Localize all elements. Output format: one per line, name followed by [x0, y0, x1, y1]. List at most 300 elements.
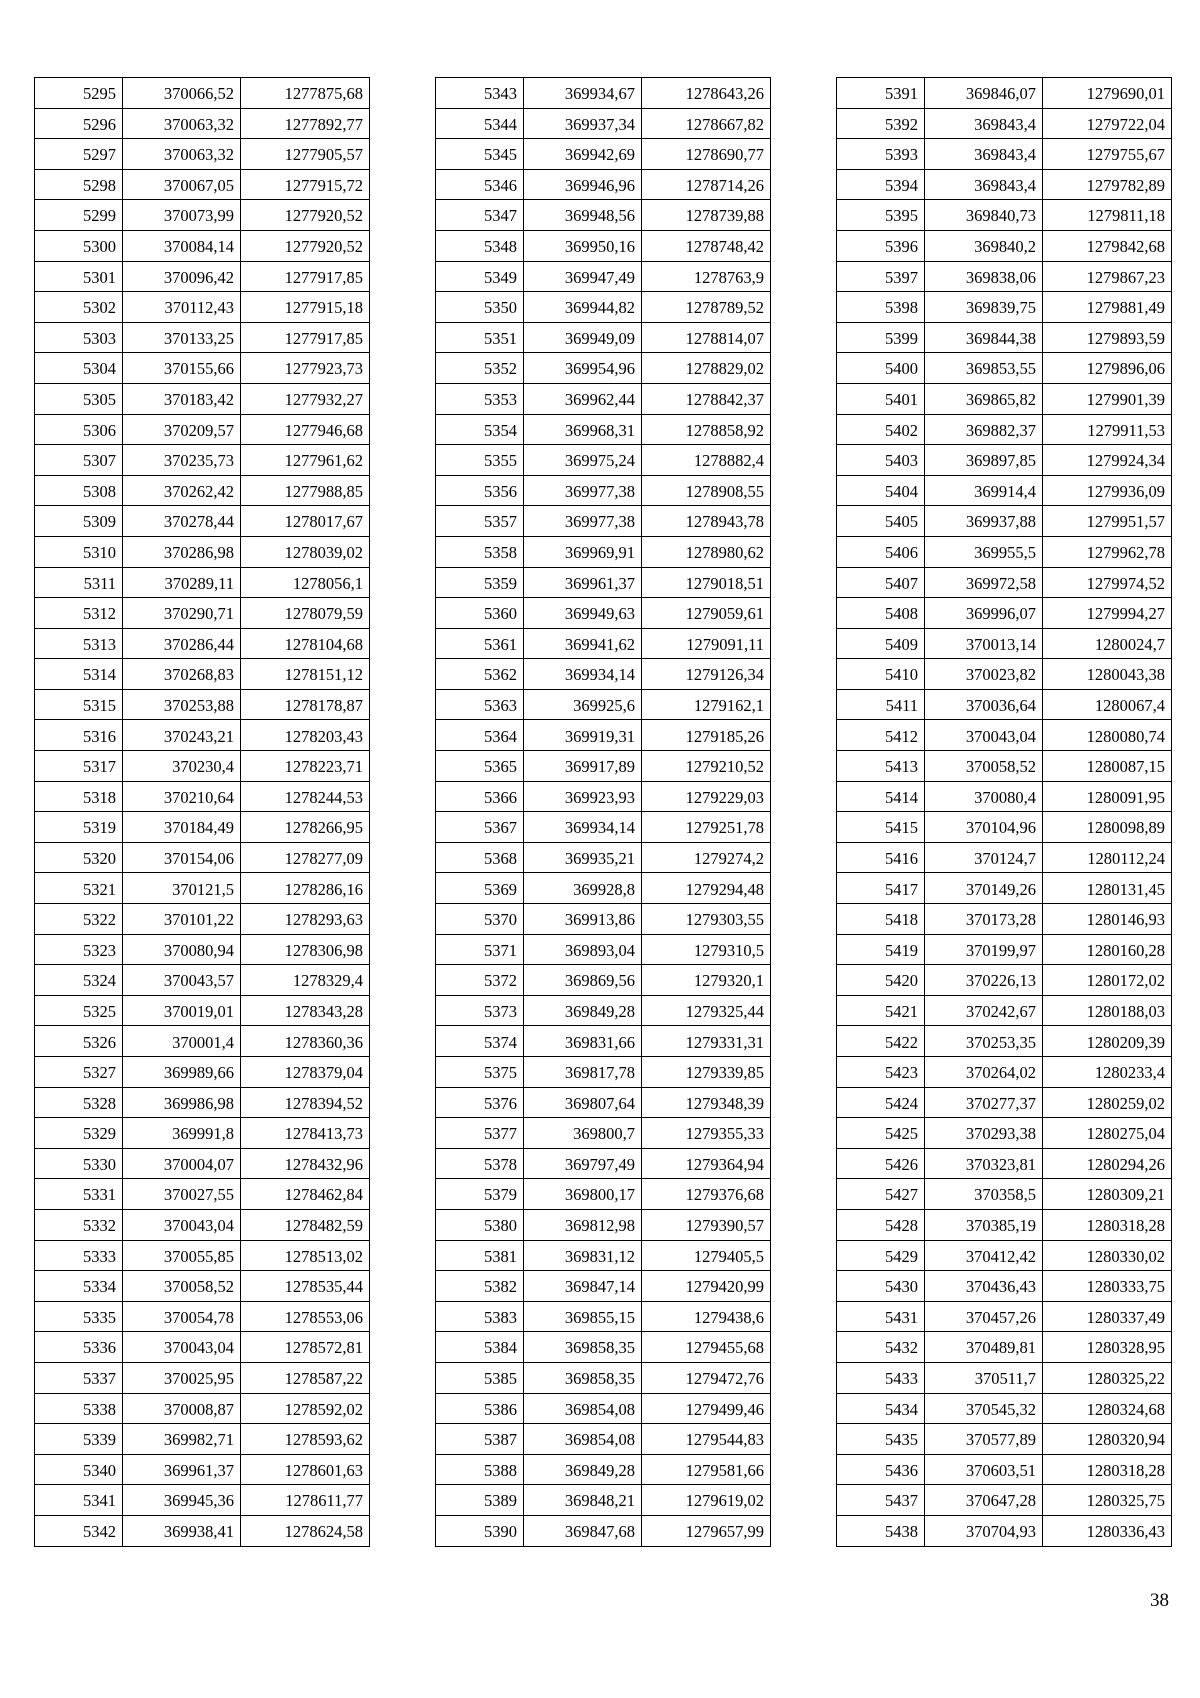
- x-coordinate-cell: 370278,44: [123, 506, 241, 537]
- point-number-cell: 5404: [837, 475, 925, 506]
- point-number-cell: 5342: [35, 1515, 123, 1546]
- y-coordinate-cell: 1278714,26: [642, 169, 771, 200]
- x-coordinate-cell: 369946,96: [524, 169, 642, 200]
- y-coordinate-cell: 1278572,81: [241, 1332, 370, 1363]
- table-row: [35, 1332, 370, 1363]
- y-coordinate-cell: 1277932,27: [241, 383, 370, 414]
- y-coordinate-cell: 1278748,42: [642, 230, 771, 261]
- table-row: [35, 1301, 370, 1332]
- y-coordinate-cell: 1278739,88: [642, 200, 771, 231]
- y-coordinate-cell: 1279936,09: [1043, 475, 1172, 506]
- table-row: [436, 1454, 771, 1485]
- point-number-cell: 5339: [35, 1424, 123, 1455]
- table-row: [35, 353, 370, 384]
- table-row: [436, 475, 771, 506]
- y-coordinate-cell: 1280328,95: [1043, 1332, 1172, 1363]
- x-coordinate-cell: 370043,04: [123, 1332, 241, 1363]
- point-number-cell: 5352: [436, 353, 524, 384]
- x-coordinate-cell: 369989,66: [123, 1057, 241, 1088]
- y-coordinate-cell: 1278667,82: [642, 108, 771, 139]
- x-coordinate-cell: 369947,49: [524, 261, 642, 292]
- table-row: [436, 1485, 771, 1516]
- point-number-cell: 5428: [837, 1209, 925, 1240]
- point-number-cell: 5373: [436, 995, 524, 1026]
- x-coordinate-cell: 369858,35: [524, 1362, 642, 1393]
- x-coordinate-cell: 369962,44: [524, 383, 642, 414]
- table-row: [35, 445, 370, 476]
- table-row: [837, 1332, 1172, 1363]
- table-row: [837, 1209, 1172, 1240]
- table-row: [436, 445, 771, 476]
- x-coordinate-cell: 369844,38: [925, 322, 1043, 353]
- x-coordinate-cell: 370209,57: [123, 414, 241, 445]
- point-number-cell: 5334: [35, 1271, 123, 1302]
- y-coordinate-cell: 1279782,89: [1043, 169, 1172, 200]
- table-row: [436, 904, 771, 935]
- point-number-cell: 5344: [436, 108, 524, 139]
- y-coordinate-cell: 1279755,67: [1043, 139, 1172, 170]
- table-row: [436, 139, 771, 170]
- table-row: [35, 1271, 370, 1302]
- table-row: [35, 781, 370, 812]
- y-coordinate-cell: 1279320,1: [642, 965, 771, 996]
- y-coordinate-cell: 1279811,18: [1043, 200, 1172, 231]
- point-number-cell: 5405: [837, 506, 925, 537]
- table-row: [837, 781, 1172, 812]
- x-coordinate-cell: 370210,64: [123, 781, 241, 812]
- point-number-cell: 5378: [436, 1148, 524, 1179]
- table-row: [837, 383, 1172, 414]
- x-coordinate-cell: 370235,73: [123, 445, 241, 476]
- point-number-cell: 5349: [436, 261, 524, 292]
- x-coordinate-cell: 369843,4: [925, 139, 1043, 170]
- point-number-cell: 5360: [436, 598, 524, 629]
- y-coordinate-cell: 1279951,57: [1043, 506, 1172, 537]
- point-number-cell: 5390: [436, 1515, 524, 1546]
- table-row: [436, 659, 771, 690]
- point-number-cell: 5350: [436, 292, 524, 323]
- x-coordinate-cell: 370277,37: [925, 1087, 1043, 1118]
- y-coordinate-cell: 1278286,16: [241, 873, 370, 904]
- x-coordinate-cell: 369849,28: [524, 1454, 642, 1485]
- table-row: [837, 1271, 1172, 1302]
- x-coordinate-cell: 369975,24: [524, 445, 642, 476]
- x-coordinate-cell: 370243,21: [123, 720, 241, 751]
- x-coordinate-cell: 370293,38: [925, 1118, 1043, 1149]
- x-coordinate-cell: 369949,63: [524, 598, 642, 629]
- point-number-cell: 5416: [837, 842, 925, 873]
- x-coordinate-cell: 369948,56: [524, 200, 642, 231]
- point-number-cell: 5438: [837, 1515, 925, 1546]
- point-number-cell: 5315: [35, 689, 123, 720]
- table-row: [837, 1026, 1172, 1057]
- y-coordinate-cell: 1279210,52: [642, 751, 771, 782]
- point-number-cell: 5382: [436, 1271, 524, 1302]
- table-row: [837, 108, 1172, 139]
- point-number-cell: 5399: [837, 322, 925, 353]
- y-coordinate-cell: 1278882,4: [642, 445, 771, 476]
- table-row: [35, 965, 370, 996]
- y-coordinate-cell: 1278203,43: [241, 720, 370, 751]
- y-coordinate-cell: 1279657,99: [642, 1515, 771, 1546]
- y-coordinate-cell: 1278306,98: [241, 934, 370, 965]
- y-coordinate-cell: 1280043,38: [1043, 659, 1172, 690]
- table-row: [837, 78, 1172, 109]
- point-number-cell: 5395: [837, 200, 925, 231]
- y-coordinate-cell: 1278535,44: [241, 1271, 370, 1302]
- x-coordinate-cell: 370063,32: [123, 108, 241, 139]
- x-coordinate-cell: 369838,06: [925, 261, 1043, 292]
- x-coordinate-cell: 369839,75: [925, 292, 1043, 323]
- y-coordinate-cell: 1279994,27: [1043, 598, 1172, 629]
- table-row: [436, 567, 771, 598]
- table-row: [436, 292, 771, 323]
- table-row: [837, 1087, 1172, 1118]
- x-coordinate-cell: 369846,07: [925, 78, 1043, 109]
- table-row: [436, 873, 771, 904]
- y-coordinate-cell: 1278829,02: [642, 353, 771, 384]
- point-number-cell: 5320: [35, 842, 123, 873]
- y-coordinate-cell: 1277923,73: [241, 353, 370, 384]
- y-coordinate-cell: 1277875,68: [241, 78, 370, 109]
- x-coordinate-cell: 370412,42: [925, 1240, 1043, 1271]
- table-row: [35, 169, 370, 200]
- table-row: [35, 1424, 370, 1455]
- table-row: [837, 567, 1172, 598]
- point-number-cell: 5327: [35, 1057, 123, 1088]
- point-number-cell: 5434: [837, 1393, 925, 1424]
- point-number-cell: 5380: [436, 1209, 524, 1240]
- table-row: [35, 414, 370, 445]
- point-number-cell: 5402: [837, 414, 925, 445]
- table-row: [436, 1026, 771, 1057]
- point-number-cell: 5319: [35, 812, 123, 843]
- y-coordinate-cell: 1279376,68: [642, 1179, 771, 1210]
- x-coordinate-cell: 370112,43: [123, 292, 241, 323]
- x-coordinate-cell: 370004,07: [123, 1148, 241, 1179]
- y-coordinate-cell: 1278394,52: [241, 1087, 370, 1118]
- point-number-cell: 5361: [436, 628, 524, 659]
- table-row: [436, 1057, 771, 1088]
- table-row: [837, 353, 1172, 384]
- y-coordinate-cell: 1279162,1: [642, 689, 771, 720]
- point-number-cell: 5372: [436, 965, 524, 996]
- y-coordinate-cell: 1279896,06: [1043, 353, 1172, 384]
- point-number-cell: 5389: [436, 1485, 524, 1516]
- y-coordinate-cell: 1279455,68: [642, 1332, 771, 1363]
- table-row: [35, 1240, 370, 1271]
- point-number-cell: 5301: [35, 261, 123, 292]
- table-row: [35, 720, 370, 751]
- point-number-cell: 5351: [436, 322, 524, 353]
- y-coordinate-cell: 1278789,52: [642, 292, 771, 323]
- table-row: [837, 598, 1172, 629]
- x-coordinate-cell: 370149,26: [925, 873, 1043, 904]
- point-number-cell: 5332: [35, 1209, 123, 1240]
- table-row: [436, 1332, 771, 1363]
- x-coordinate-cell: 369977,38: [524, 506, 642, 537]
- point-number-cell: 5392: [837, 108, 925, 139]
- point-number-cell: 5377: [436, 1118, 524, 1149]
- table-row: [35, 536, 370, 567]
- point-number-cell: 5362: [436, 659, 524, 690]
- y-coordinate-cell: 1278690,77: [642, 139, 771, 170]
- point-number-cell: 5418: [837, 904, 925, 935]
- x-coordinate-cell: 369950,16: [524, 230, 642, 261]
- table-row: [837, 904, 1172, 935]
- point-number-cell: 5427: [837, 1179, 925, 1210]
- x-coordinate-cell: 369977,38: [524, 475, 642, 506]
- table-row: [35, 1209, 370, 1240]
- x-coordinate-cell: 370358,5: [925, 1179, 1043, 1210]
- x-coordinate-cell: 369831,12: [524, 1240, 642, 1271]
- point-number-cell: 5325: [35, 995, 123, 1026]
- point-number-cell: 5341: [35, 1485, 123, 1516]
- x-coordinate-cell: 369853,55: [925, 353, 1043, 384]
- y-coordinate-cell: 1277988,85: [241, 475, 370, 506]
- x-coordinate-cell: 369812,98: [524, 1209, 642, 1240]
- table-row: [35, 1057, 370, 1088]
- point-number-cell: 5383: [436, 1301, 524, 1332]
- x-coordinate-cell: 369849,28: [524, 995, 642, 1026]
- point-number-cell: 5359: [436, 567, 524, 598]
- point-number-cell: 5299: [35, 200, 123, 231]
- point-number-cell: 5326: [35, 1026, 123, 1057]
- x-coordinate-cell: 369807,64: [524, 1087, 642, 1118]
- x-coordinate-cell: 369917,89: [524, 751, 642, 782]
- y-coordinate-cell: 1278293,63: [241, 904, 370, 935]
- point-number-cell: 5333: [35, 1240, 123, 1271]
- point-number-cell: 5357: [436, 506, 524, 537]
- y-coordinate-cell: 1279274,2: [642, 842, 771, 873]
- point-number-cell: 5345: [436, 139, 524, 170]
- point-number-cell: 5363: [436, 689, 524, 720]
- point-number-cell: 5368: [436, 842, 524, 873]
- point-number-cell: 5348: [436, 230, 524, 261]
- x-coordinate-cell: 369855,15: [524, 1301, 642, 1332]
- x-coordinate-cell: 369928,8: [524, 873, 642, 904]
- point-number-cell: 5432: [837, 1332, 925, 1363]
- x-coordinate-cell: 370262,42: [123, 475, 241, 506]
- y-coordinate-cell: 1278587,22: [241, 1362, 370, 1393]
- x-coordinate-cell: 369800,7: [524, 1118, 642, 1149]
- y-coordinate-cell: 1279619,02: [642, 1485, 771, 1516]
- table-row: [837, 842, 1172, 873]
- table-row: [35, 78, 370, 109]
- y-coordinate-cell: 1279881,49: [1043, 292, 1172, 323]
- table-row: [436, 812, 771, 843]
- table-row: [837, 689, 1172, 720]
- point-number-cell: 5436: [837, 1454, 925, 1485]
- y-coordinate-cell: 1280325,22: [1043, 1362, 1172, 1393]
- y-coordinate-cell: 1277961,62: [241, 445, 370, 476]
- y-coordinate-cell: 1278343,28: [241, 995, 370, 1026]
- y-coordinate-cell: 1278223,71: [241, 751, 370, 782]
- point-number-cell: 5425: [837, 1118, 925, 1149]
- y-coordinate-cell: 1277915,18: [241, 292, 370, 323]
- y-coordinate-cell: 1278592,02: [241, 1393, 370, 1424]
- x-coordinate-cell: 369897,85: [925, 445, 1043, 476]
- y-coordinate-cell: 1278379,04: [241, 1057, 370, 1088]
- point-number-cell: 5321: [35, 873, 123, 904]
- point-number-cell: 5353: [436, 383, 524, 414]
- y-coordinate-cell: 1279364,94: [642, 1148, 771, 1179]
- y-coordinate-cell: 1279303,55: [642, 904, 771, 935]
- table-row: [35, 567, 370, 598]
- table-row: [436, 1271, 771, 1302]
- x-coordinate-cell: 370457,26: [925, 1301, 1043, 1332]
- y-coordinate-cell: 1280087,15: [1043, 751, 1172, 782]
- y-coordinate-cell: 1277920,52: [241, 200, 370, 231]
- y-coordinate-cell: 1279974,52: [1043, 567, 1172, 598]
- x-coordinate-cell: 370001,4: [123, 1026, 241, 1057]
- y-coordinate-cell: 1277905,57: [241, 139, 370, 170]
- y-coordinate-cell: 1279842,68: [1043, 230, 1172, 261]
- table-row: [837, 934, 1172, 965]
- point-number-cell: 5379: [436, 1179, 524, 1210]
- table-row: [837, 1118, 1172, 1149]
- table-row: [35, 751, 370, 782]
- point-number-cell: 5346: [436, 169, 524, 200]
- table-row: [837, 873, 1172, 904]
- table-row: [35, 904, 370, 935]
- x-coordinate-cell: 370124,7: [925, 842, 1043, 873]
- point-number-cell: 5331: [35, 1179, 123, 1210]
- table-row: [837, 1362, 1172, 1393]
- x-coordinate-cell: 370286,44: [123, 628, 241, 659]
- point-number-cell: 5308: [35, 475, 123, 506]
- table-row: [837, 414, 1172, 445]
- table-row: [436, 781, 771, 812]
- table-row: [837, 1515, 1172, 1546]
- point-number-cell: 5338: [35, 1393, 123, 1424]
- x-coordinate-cell: 369991,8: [123, 1118, 241, 1149]
- y-coordinate-cell: 1279867,23: [1043, 261, 1172, 292]
- point-number-cell: 5406: [837, 536, 925, 567]
- point-number-cell: 5324: [35, 965, 123, 996]
- x-coordinate-cell: 370055,85: [123, 1240, 241, 1271]
- table-row: [436, 322, 771, 353]
- table-row: [35, 873, 370, 904]
- x-coordinate-cell: 369923,93: [524, 781, 642, 812]
- table-row: [436, 751, 771, 782]
- x-coordinate-cell: 369937,34: [524, 108, 642, 139]
- x-coordinate-cell: 370043,04: [123, 1209, 241, 1240]
- y-coordinate-cell: 1279499,46: [642, 1393, 771, 1424]
- table-row: [436, 1362, 771, 1393]
- point-number-cell: 5343: [436, 78, 524, 109]
- point-number-cell: 5354: [436, 414, 524, 445]
- table-row: [35, 261, 370, 292]
- table-row: [436, 720, 771, 751]
- x-coordinate-cell: 369869,56: [524, 965, 642, 996]
- table-row: [436, 169, 771, 200]
- x-coordinate-cell: 370080,94: [123, 934, 241, 965]
- y-coordinate-cell: 1278482,59: [241, 1209, 370, 1240]
- y-coordinate-cell: 1278513,02: [241, 1240, 370, 1271]
- table-row: [436, 965, 771, 996]
- table-row: [436, 598, 771, 629]
- y-coordinate-cell: 1279420,99: [642, 1271, 771, 1302]
- x-coordinate-cell: 370436,43: [925, 1271, 1043, 1302]
- table-row: [837, 1057, 1172, 1088]
- y-coordinate-cell: 1277920,52: [241, 230, 370, 261]
- y-coordinate-cell: 1280098,89: [1043, 812, 1172, 843]
- x-coordinate-cell: 370073,99: [123, 200, 241, 231]
- table-row: [436, 1424, 771, 1455]
- point-number-cell: 5433: [837, 1362, 925, 1393]
- y-coordinate-cell: 1280160,28: [1043, 934, 1172, 965]
- y-coordinate-cell: 1277892,77: [241, 108, 370, 139]
- table-row: [436, 934, 771, 965]
- table-row: [837, 200, 1172, 231]
- x-coordinate-cell: 370154,06: [123, 842, 241, 873]
- x-coordinate-cell: 370063,32: [123, 139, 241, 170]
- y-coordinate-cell: 1278601,63: [241, 1454, 370, 1485]
- y-coordinate-cell: 1278814,07: [642, 322, 771, 353]
- table-row: [35, 598, 370, 629]
- y-coordinate-cell: 1280309,21: [1043, 1179, 1172, 1210]
- x-coordinate-cell: 370058,52: [123, 1271, 241, 1302]
- point-number-cell: 5305: [35, 383, 123, 414]
- coordinates-table-2: [435, 77, 771, 1547]
- x-coordinate-cell: 370603,51: [925, 1454, 1043, 1485]
- point-number-cell: 5371: [436, 934, 524, 965]
- y-coordinate-cell: 1278908,55: [642, 475, 771, 506]
- y-coordinate-cell: 1278017,67: [241, 506, 370, 537]
- y-coordinate-cell: 1279893,59: [1043, 322, 1172, 353]
- y-coordinate-cell: 1279310,5: [642, 934, 771, 965]
- y-coordinate-cell: 1279348,39: [642, 1087, 771, 1118]
- y-coordinate-cell: 1278039,02: [241, 536, 370, 567]
- point-number-cell: 5410: [837, 659, 925, 690]
- y-coordinate-cell: 1278329,4: [241, 965, 370, 996]
- point-number-cell: 5366: [436, 781, 524, 812]
- x-coordinate-cell: 369847,68: [524, 1515, 642, 1546]
- point-number-cell: 5356: [436, 475, 524, 506]
- y-coordinate-cell: 1279962,78: [1043, 536, 1172, 567]
- x-coordinate-cell: 370043,04: [925, 720, 1043, 751]
- y-coordinate-cell: 1280259,02: [1043, 1087, 1172, 1118]
- point-number-cell: 5317: [35, 751, 123, 782]
- x-coordinate-cell: 370067,05: [123, 169, 241, 200]
- y-coordinate-cell: 1279405,5: [642, 1240, 771, 1271]
- x-coordinate-cell: 370511,7: [925, 1362, 1043, 1393]
- point-number-cell: 5337: [35, 1362, 123, 1393]
- x-coordinate-cell: 369847,14: [524, 1271, 642, 1302]
- y-coordinate-cell: 1279390,57: [642, 1209, 771, 1240]
- table-row: [837, 445, 1172, 476]
- table-row: [837, 230, 1172, 261]
- point-number-cell: 5329: [35, 1118, 123, 1149]
- table-row: [35, 1087, 370, 1118]
- point-number-cell: 5316: [35, 720, 123, 751]
- x-coordinate-cell: 370183,42: [123, 383, 241, 414]
- point-number-cell: 5408: [837, 598, 925, 629]
- y-coordinate-cell: 1279126,34: [642, 659, 771, 690]
- point-number-cell: 5391: [837, 78, 925, 109]
- table-row: [35, 995, 370, 1026]
- x-coordinate-cell: 369919,31: [524, 720, 642, 751]
- x-coordinate-cell: 369954,96: [524, 353, 642, 384]
- y-coordinate-cell: 1280024,7: [1043, 628, 1172, 659]
- point-number-cell: 5424: [837, 1087, 925, 1118]
- y-coordinate-cell: 1278842,37: [642, 383, 771, 414]
- point-number-cell: 5423: [837, 1057, 925, 1088]
- point-number-cell: 5330: [35, 1148, 123, 1179]
- y-coordinate-cell: 1280112,24: [1043, 842, 1172, 873]
- x-coordinate-cell: 369817,78: [524, 1057, 642, 1088]
